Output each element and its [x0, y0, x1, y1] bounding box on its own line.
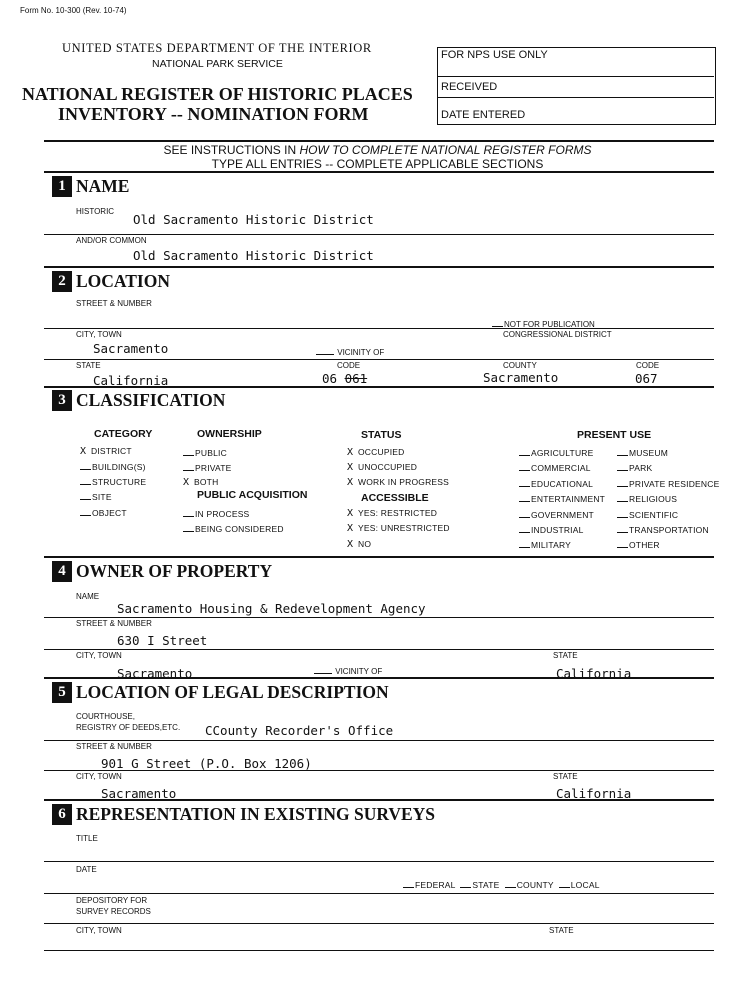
- not-for-publication[interactable]: NOT FOR PUBLICATION: [492, 318, 595, 329]
- historic-label: HISTORIC: [76, 207, 115, 216]
- status-heading: STATUS: [361, 429, 402, 441]
- section-5-number: 5: [52, 682, 72, 703]
- category-object[interactable]: OBJECT: [80, 507, 127, 518]
- use-transportation[interactable]: TRANSPORTATION: [617, 524, 709, 535]
- location-county-code-value[interactable]: 067: [635, 371, 658, 386]
- use-religious[interactable]: RELIGIOUS: [617, 493, 677, 504]
- section-1-number: 1: [52, 176, 72, 197]
- section-2-title: LOCATION: [76, 271, 170, 291]
- section-4-number: 4: [52, 561, 72, 582]
- owner-state-value[interactable]: California: [556, 666, 632, 681]
- public-acquisition-heading: PUBLIC ACQUISITION: [197, 489, 308, 501]
- ownership-public[interactable]: PUBLIC: [183, 447, 227, 458]
- use-scientific[interactable]: SCIENTIFIC: [617, 509, 678, 520]
- depository-label: DEPOSITORY FOR: [76, 896, 148, 905]
- owner-city-value[interactable]: Sacramento: [117, 666, 193, 681]
- acquisition-being-considered[interactable]: BEING CONSIDERED: [183, 523, 284, 534]
- owner-state-label: STATE: [553, 651, 578, 660]
- location-county-value[interactable]: Sacramento: [483, 370, 559, 385]
- owner-name-label: NAME: [76, 592, 100, 601]
- legal-state-value[interactable]: California: [556, 786, 632, 801]
- owner-street-label: STREET & NUMBER: [76, 619, 152, 628]
- owner-vicinity[interactable]: VICINITY OF: [314, 665, 382, 676]
- location-code-label: CODE: [337, 361, 361, 370]
- legal-city-label: CITY, TOWN: [76, 772, 122, 781]
- acquisition-in-process[interactable]: IN PROCESS: [183, 508, 249, 519]
- instructions-line1: SEE INSTRUCTIONS IN HOW TO COMPLETE NATIONAL REGISTER FORMS: [163, 143, 592, 157]
- location-street-label: STREET & NUMBER: [76, 299, 152, 308]
- survey-records-label: SURVEY RECORDS: [76, 907, 151, 916]
- courthouse-label: COURTHOUSE,: [76, 712, 135, 721]
- accessible-heading: ACCESSIBLE: [361, 492, 429, 504]
- location-city-label: CITY, TOWN: [76, 330, 122, 339]
- historic-value[interactable]: Old Sacramento Historic District: [133, 212, 374, 227]
- section-1-title: NAME: [76, 176, 130, 196]
- category-heading: CATEGORY: [94, 428, 153, 440]
- form-title-line1: NATIONAL REGISTER OF HISTORIC PLACES: [22, 84, 413, 104]
- survey-title-label: TITLE: [76, 834, 98, 843]
- survey-state-label: STATE: [549, 926, 574, 935]
- section-3-title: CLASSIFICATION: [76, 390, 226, 410]
- legal-city-value[interactable]: Sacramento: [101, 786, 177, 801]
- accessible-yes-unrestricted[interactable]: X YES: UNRESTRICTED: [347, 523, 450, 534]
- form-number: Form No. 10-300 (Rev. 10-74): [20, 6, 127, 15]
- use-private-residence[interactable]: PRIVATE RESIDENCE: [617, 478, 719, 489]
- nps-use-only-box: [437, 47, 716, 125]
- service-name: NATIONAL PARK SERVICE: [152, 58, 283, 70]
- section-4-title: OWNER OF PROPERTY: [76, 561, 273, 581]
- location-county-label: COUNTY: [503, 361, 537, 370]
- legal-street-label: STREET & NUMBER: [76, 742, 152, 751]
- category-site[interactable]: SITE: [80, 491, 112, 502]
- survey-city-label: CITY, TOWN: [76, 926, 122, 935]
- section-5-title: LOCATION OF LEGAL DESCRIPTION: [76, 682, 389, 702]
- courthouse-value[interactable]: CCounty Recorder's Office: [205, 723, 394, 738]
- received-label: RECEIVED: [441, 81, 498, 93]
- category-buildings[interactable]: BUILDING(S): [80, 461, 146, 472]
- use-other[interactable]: OTHER: [617, 539, 660, 550]
- use-park[interactable]: PARK: [617, 462, 652, 473]
- form-title-line2: INVENTORY -- NOMINATION FORM: [58, 104, 369, 124]
- use-military[interactable]: MILITARY: [519, 539, 571, 550]
- use-educational[interactable]: EDUCATIONAL: [519, 478, 593, 489]
- use-entertainment[interactable]: ENTERTAINMENT: [519, 493, 605, 504]
- owner-city-label: CITY, TOWN: [76, 651, 122, 660]
- owner-name-value[interactable]: Sacramento Housing & Redevelopment Agency: [117, 601, 426, 616]
- legal-state-label: STATE: [553, 772, 578, 781]
- use-museum[interactable]: MUSEUM: [617, 447, 668, 458]
- common-name-label: AND/OR COMMON: [76, 236, 147, 245]
- survey-level[interactable]: FEDERAL STATE COUNTY LOCAL: [403, 879, 600, 890]
- legal-street-value[interactable]: 901 G Street (P.O. Box 1206): [101, 756, 312, 771]
- ownership-private[interactable]: PRIVATE: [183, 462, 232, 473]
- agency-name: UNITED STATES DEPARTMENT OF THE INTERIOR: [62, 41, 372, 55]
- use-industrial[interactable]: INDUSTRIAL: [519, 524, 584, 535]
- section-6-number: 6: [52, 804, 72, 825]
- nps-box-heading: FOR NPS USE ONLY: [441, 49, 548, 61]
- category-structure[interactable]: STRUCTURE: [80, 476, 146, 487]
- accessible-yes-restricted[interactable]: X YES: RESTRICTED: [347, 508, 438, 519]
- section-6-title: REPRESENTATION IN EXISTING SURVEYS: [76, 804, 436, 824]
- ownership-heading: OWNERSHIP: [197, 428, 262, 440]
- use-commercial[interactable]: COMMERCIAL: [519, 462, 591, 473]
- section-3-number: 3: [52, 390, 72, 411]
- owner-street-value[interactable]: 630 I Street: [117, 633, 208, 648]
- location-state-code-value[interactable]: 06 061: [322, 371, 368, 386]
- location-code2-label: CODE: [636, 361, 660, 370]
- date-entered-label: DATE ENTERED: [441, 109, 526, 121]
- present-use-heading: PRESENT USE: [577, 429, 652, 441]
- status-work-in-progress[interactable]: X WORK IN PROGRESS: [347, 477, 450, 488]
- status-unoccupied[interactable]: X UNOCCUPIED: [347, 462, 418, 473]
- status-occupied[interactable]: X OCCUPIED: [347, 447, 405, 458]
- use-government[interactable]: GOVERNMENT: [519, 509, 594, 520]
- location-state-value[interactable]: California: [93, 373, 169, 388]
- accessible-no[interactable]: X NO: [347, 539, 372, 550]
- congressional-district-label: CONGRESSIONAL DISTRICT: [503, 330, 612, 339]
- category-district[interactable]: X DISTRICT: [80, 446, 132, 457]
- use-agriculture[interactable]: AGRICULTURE: [519, 447, 594, 458]
- location-city-value[interactable]: Sacramento: [93, 341, 169, 356]
- survey-date-label: DATE: [76, 865, 97, 874]
- ownership-both[interactable]: X BOTH: [183, 477, 219, 488]
- registry-label: REGISTRY OF DEEDS,ETC.: [76, 723, 181, 732]
- instructions-line2: TYPE ALL ENTRIES -- COMPLETE APPLICABLE SECTIONS: [211, 157, 544, 171]
- location-vicinity[interactable]: VICINITY OF: [316, 346, 384, 357]
- section-2-number: 2: [52, 271, 72, 292]
- location-state-label: STATE: [76, 361, 101, 370]
- common-name-value[interactable]: Old Sacramento Historic District: [133, 248, 374, 263]
